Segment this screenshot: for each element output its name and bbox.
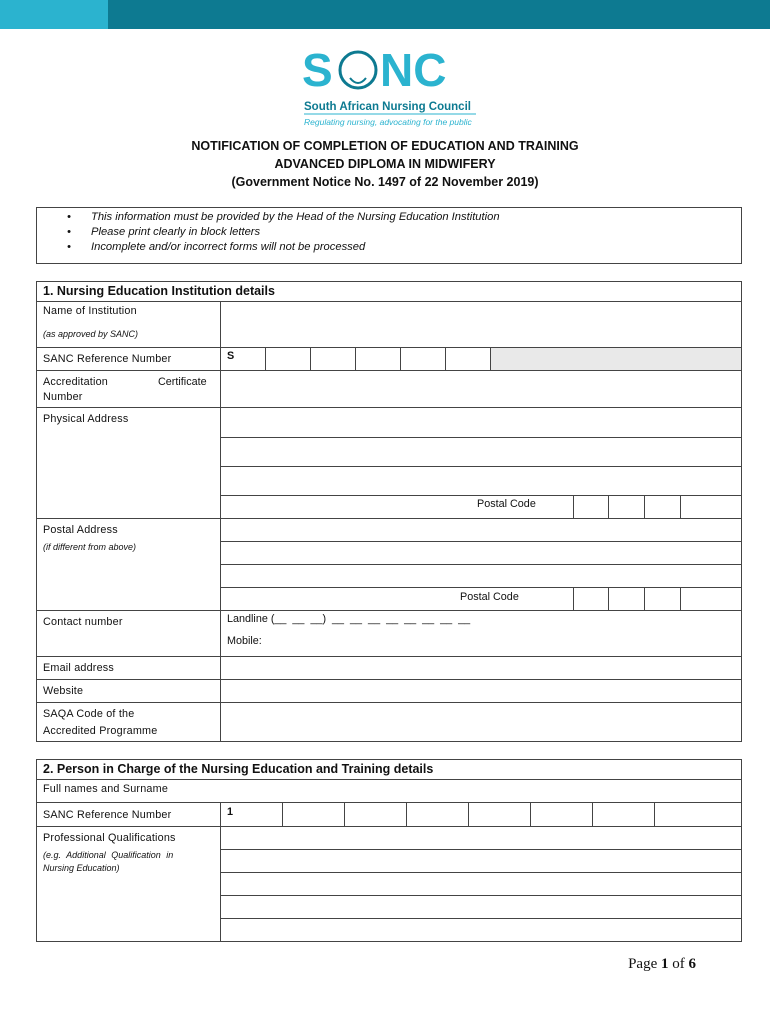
- sanc-ref-box[interactable]: [406, 802, 407, 826]
- instruction-item: • Please print clearly in block letters: [67, 226, 260, 238]
- instructions-box: [36, 207, 742, 264]
- postal-address-sub: (if different from above): [43, 542, 137, 552]
- postal-code-box[interactable]: [644, 495, 645, 518]
- form-title-line2: ADVANCED DIPLOMA IN MIDWIFERY: [274, 157, 496, 171]
- sanc-ref-shaded: [491, 348, 741, 370]
- sanc-ref-box[interactable]: [468, 802, 469, 826]
- section2-heading: 2. Person in Charge of the Nursing Education and Training details: [37, 760, 741, 780]
- sanc-ref-box[interactable]: [654, 802, 655, 826]
- sanc-ref-box[interactable]: [310, 347, 311, 370]
- accreditation-label: Accreditation: [43, 376, 109, 388]
- form-title-line1: NOTIFICATION OF COMPLETION OF EDUCATION AND TRAINING: [191, 139, 579, 153]
- website-field[interactable]: [221, 680, 741, 702]
- postal-code-box[interactable]: [680, 495, 681, 518]
- email-label: Email address: [43, 662, 115, 674]
- sanc-ref-prefix-2: 1: [227, 806, 234, 818]
- sanc-ref-box[interactable]: [344, 802, 345, 826]
- header-accent: [0, 0, 108, 29]
- institution-details-section: [36, 281, 742, 742]
- logo-tagline: Regulating nursing, advocating for the public: [304, 117, 472, 127]
- accreditation-field[interactable]: [221, 371, 741, 407]
- sanc-ref-box[interactable]: [530, 802, 531, 826]
- postal-code-box[interactable]: [573, 587, 574, 610]
- instruction-item: • This information must be provided by the Head of the Nursing Education Institution: [67, 211, 500, 223]
- full-names-label: Full names and Surname: [43, 783, 169, 795]
- svg-text:S: S: [302, 44, 333, 96]
- sanc-ref-box[interactable]: [592, 802, 593, 826]
- postal-code-box[interactable]: [644, 587, 645, 610]
- postal-code-box[interactable]: [608, 495, 609, 518]
- accreditation-label-b: Certificate: [158, 376, 207, 388]
- saqa-field[interactable]: [221, 703, 741, 741]
- page-number: Page 1 of 6: [628, 956, 696, 972]
- postal-code-label: Postal Code: [477, 498, 536, 510]
- sanc-ref-box[interactable]: [400, 347, 401, 370]
- sanc-logo: [300, 44, 480, 130]
- qualifications-label: Professional Qualifications: [43, 832, 176, 844]
- postal-code-box[interactable]: [573, 495, 574, 518]
- saqa-label: SAQA Code of the: [43, 708, 135, 720]
- institution-name-label: Name of Institution: [43, 305, 137, 317]
- qualifications-sub: (e.g. Additional Qualification in: [43, 850, 174, 860]
- contact-number-label: Contact number: [43, 616, 123, 628]
- sanc-ref-box[interactable]: [445, 347, 446, 370]
- accreditation-label-2: Number: [43, 391, 83, 403]
- svg-text:NC: NC: [380, 44, 447, 96]
- landline-field[interactable]: Landline (__ __ __) __ __ __ __ __ __ __ __: [227, 613, 471, 625]
- postal-code-box[interactable]: [680, 587, 681, 610]
- institution-name-field[interactable]: [221, 302, 741, 347]
- person-in-charge-section: [36, 759, 742, 942]
- email-field[interactable]: [221, 657, 741, 679]
- form-title-line3: (Government Notice No. 1497 of 22 November 2019): [231, 175, 539, 189]
- sanc-ref-box[interactable]: [282, 802, 283, 826]
- sanc-ref-label: SANC Reference Number: [43, 353, 172, 365]
- qualifications-sub-2: Nursing Education): [43, 863, 120, 873]
- logo-org-text: South African Nursing Council: [304, 101, 471, 113]
- institution-name-sub: (as approved by SANC): [43, 329, 139, 339]
- physical-address-label: Physical Address: [43, 413, 129, 425]
- postal-address-label: Postal Address: [43, 524, 118, 536]
- postal-code-box[interactable]: [608, 587, 609, 610]
- sanc-ref-box[interactable]: [265, 347, 266, 370]
- sanc-ref-prefix: S: [227, 350, 235, 362]
- mobile-field[interactable]: Mobile:: [227, 635, 262, 647]
- website-label: Website: [43, 685, 84, 697]
- saqa-label-2: Accredited Programme: [43, 725, 158, 737]
- instruction-item: • Incomplete and/or incorrect forms will not be processed: [67, 241, 365, 253]
- sanc-ref-box[interactable]: [355, 347, 356, 370]
- header-banner: [0, 0, 770, 29]
- section1-heading: 1. Nursing Education Institution details: [37, 282, 741, 302]
- sanc-ref-label-2: SANC Reference Number: [43, 809, 172, 821]
- postal-code-label-2: Postal Code: [460, 591, 519, 603]
